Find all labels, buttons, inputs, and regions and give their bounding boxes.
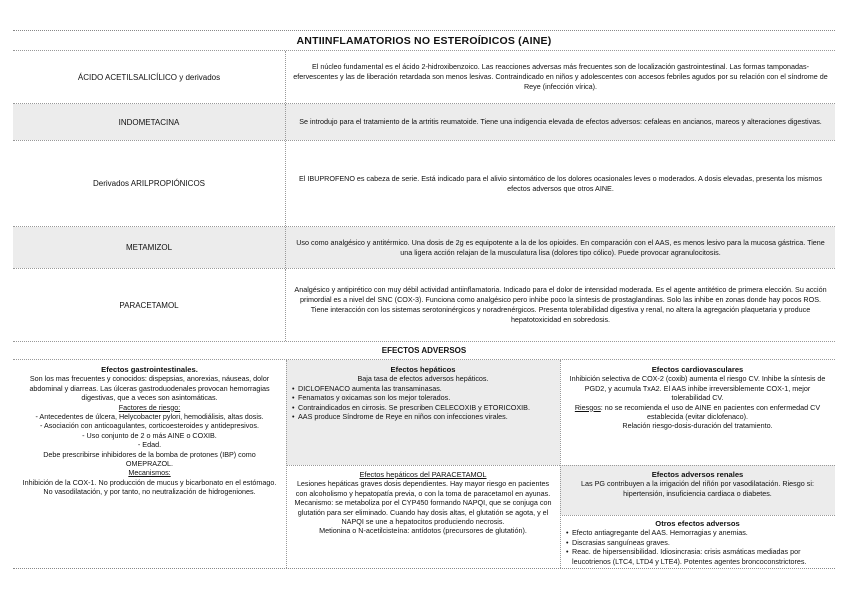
- drug-name: METAMIZOL: [13, 227, 286, 268]
- drug-description: Analgésico y antipirético con muy débil actividad antiinflamatoria. Indicado para el dolor de intensidad moderada. Es el agente antitético de primera elección. Su acción primordial es a nivel del SNC (COX-3). Funciona como analgésico pero inhibe poco la síntesis de prostaglandinas. Solo las inhibe en zonas donde hay pocos ROS. Tiene interacción con los sistemas serotoninérgicos y noradrenérgicos. Presenta tolerabilidad digestiva y renal, no altera la agregación plaquetaria y produce hepatotoxicidad en sobredosis.: [294, 285, 827, 324]
- section-title: EFECTOS ADVERSOS: [13, 342, 835, 360]
- cardio-p3: Relación riesgo-dosis-duración del tratamiento.: [622, 421, 773, 431]
- prescription-note: Debe prescribirse inhibidores de la bomba de protones (IBP) como OMEPRAZOL.: [43, 449, 256, 469]
- cardio-p2-text: : no se recomienda el uso de AINE en pacientes con enfermedad CV establecida (evitar diclofenaco).: [600, 402, 821, 422]
- drug-description: El núcleo fundamental es el ácido 2-hidroxibenzoico. Las reacciones adversas más frecuentes son de localización gastrointestinal. Las formas tamponadas-efervescentes y las de liberación retardada son menos lesivas. Contraindicado en niños y adolescentes con accesos febriles agudos por su relación con el síndrome de Reye (infección vírica).: [293, 62, 828, 91]
- drug-name: Derivados ARILPROPIÓNICOS: [13, 141, 286, 226]
- drug-row-metamizol: [13, 227, 835, 269]
- risk-label: Riesgos: [574, 402, 601, 412]
- gastro-intro: Son los mas frecuentes y conocidos: dispepsias, anorexias, náuseas, dolor abdominal y diarreas. Las úlceras gastroduodenales provocan hemorragias digestivas, que a veces son asintomáticas.: [29, 374, 270, 403]
- list-item: • Reac. de hipersensibilidad. Idiosincrasia: crisis asmáticas mediadas por leucotrienos (LTC4, LTD4 y LTE4). Potentes agentes broncoconstrictores.: [566, 547, 829, 566]
- mechanism-text: Inhibición de la COX-1. No producción de mucus y bicarbonato en el estómago. No vasodilatación, y por tanto, no neutralización de hidrogeniones.: [22, 477, 277, 497]
- page-title: ANTIINFLAMATORIOS NO ESTEROÍDICOS (AINE): [13, 31, 835, 51]
- cardio-p1: Inhibición selectiva de COX-2 (coxib) aumenta el riesgo CV. Inhibe la síntesis de PGD2, y acumula TxA2. El AAS inhibe irreversiblemente COX-1, mejor tolerabilidad CV.: [569, 374, 826, 403]
- drug-description: El IBUPROFENO es cabeza de serie. Está indicado para el alivio sintomático de los dolores ocasionales leves o moderados. A dosis elevadas, presenta los mismos efectos adversos que otros AINE.: [299, 173, 822, 193]
- risk-item: - Uso conjunto de 2 o más AINE o COXIB.: [82, 430, 217, 440]
- paracetamol-hepatic-effects: [286, 467, 560, 568]
- paracetamol-hepatic-heading: Efectos hepáticos del PARACETAMOL: [359, 470, 487, 479]
- hepatic-heading: Efectos hepáticos: [390, 365, 456, 374]
- drug-row-paracetamol: [13, 269, 835, 342]
- drug-row-indometacina: [13, 104, 835, 141]
- hepatic-intro: Baja tasa de efectos adversos hepáticos.: [357, 374, 489, 384]
- list-item: • DICLOFENACO aumenta las transaminasas.: [292, 384, 554, 393]
- renal-text: Las PG contribuyen a la irrigación del riñón por vasodilatación. Riesgo si: hipertensión, insuficiencia cardiaca o diabetes.: [581, 479, 814, 498]
- drug-row-arilpropionicos: [13, 141, 835, 227]
- cardio-heading: Efectos cardiovasculares: [651, 365, 744, 374]
- hepatic-effects: [286, 362, 560, 465]
- drug-description: Uso como analgésico y antitérmico. Una dosis de 2g es equipotente a la de los opioides. En comparación con el AAS, es menos lesivo para la mucosa gástrica. Tiene una ligera acción relajan de la musculatura lisa (dolores tipo cólico). Puede provocar agranulocitosis.: [286, 227, 835, 268]
- risk-item: - Edad.: [137, 440, 162, 450]
- others-list: [566, 528, 829, 566]
- drug-description: Se introdujo para el tratamiento de la artritis reumatoide. Tiene una indigencia elevada de efectos adversos: cefaleas en ancianos, mareos y alteraciones digestivas.: [286, 104, 835, 140]
- gastro-heading: Efectos gastrointestinales.: [101, 365, 198, 374]
- hepatic-list: [292, 384, 554, 422]
- drug-name: PARACETAMOL: [13, 269, 286, 341]
- cardio-effects: [560, 362, 835, 465]
- paracetamol-hepatic-p2: Mecanismo: se metaboliza por el CYP450 formando NAPQI, que se conjuga con glutatión para ser eliminado. Cuando hay dosis altas, el glutatión se agota, y el NAPQI se une a hepatocitos produciendo necrosis.: [294, 498, 552, 527]
- list-item: • Fenamatos y oxicamas son los mejor tolerados.: [292, 393, 554, 402]
- others-heading: Otros efectos adversos: [655, 519, 740, 528]
- drug-name: ÁCIDO ACETILSALICÍLICO y derivados: [13, 51, 286, 103]
- risk-item: - Antecedentes de úlcera, Helycobacter pylori, hemodiálisis, altas dosis.: [35, 412, 264, 422]
- list-item: • Discrasias sanguíneas graves.: [566, 538, 829, 547]
- aine-table: [13, 30, 835, 569]
- divider: [286, 465, 560, 466]
- risk-heading: Factores de riesgo:: [118, 402, 181, 412]
- paracetamol-hepatic-p3: Metionina o N-acetilcisteína: antídotos (precursores de glutatión).: [319, 526, 527, 536]
- drug-row-aas: [13, 51, 835, 104]
- renal-heading: Efectos adversos renales: [651, 470, 744, 479]
- list-item: • Contraindicados en cirrosis. Se prescriben CELECOXIB y ETORICOXIB.: [292, 403, 554, 412]
- gastro-effects: [13, 362, 286, 568]
- renal-effects: [560, 467, 835, 515]
- drug-name: INDOMETACINA: [13, 104, 286, 140]
- other-effects: [560, 516, 835, 568]
- mechanism-heading: Mecanismos:: [128, 468, 171, 478]
- risk-item: - Asociación con anticoagulantes, corticoesteroides y antidepresivos.: [40, 421, 259, 431]
- cardio-p2: [566, 403, 829, 422]
- list-item: • AAS produce Síndrome de Reye en niños con infecciones virales.: [292, 412, 554, 421]
- divider: [560, 465, 835, 466]
- list-item: • Efecto antiagregante del AAS. Hemorragias y anemias.: [566, 528, 829, 537]
- paracetamol-hepatic-p1: Lesiones hepáticas graves dosis dependientes. Hay mayor riesgo en pacientes con alcoholismo y hepatopatía previa, o con la toma de paracetamol en ayunas.: [295, 479, 551, 498]
